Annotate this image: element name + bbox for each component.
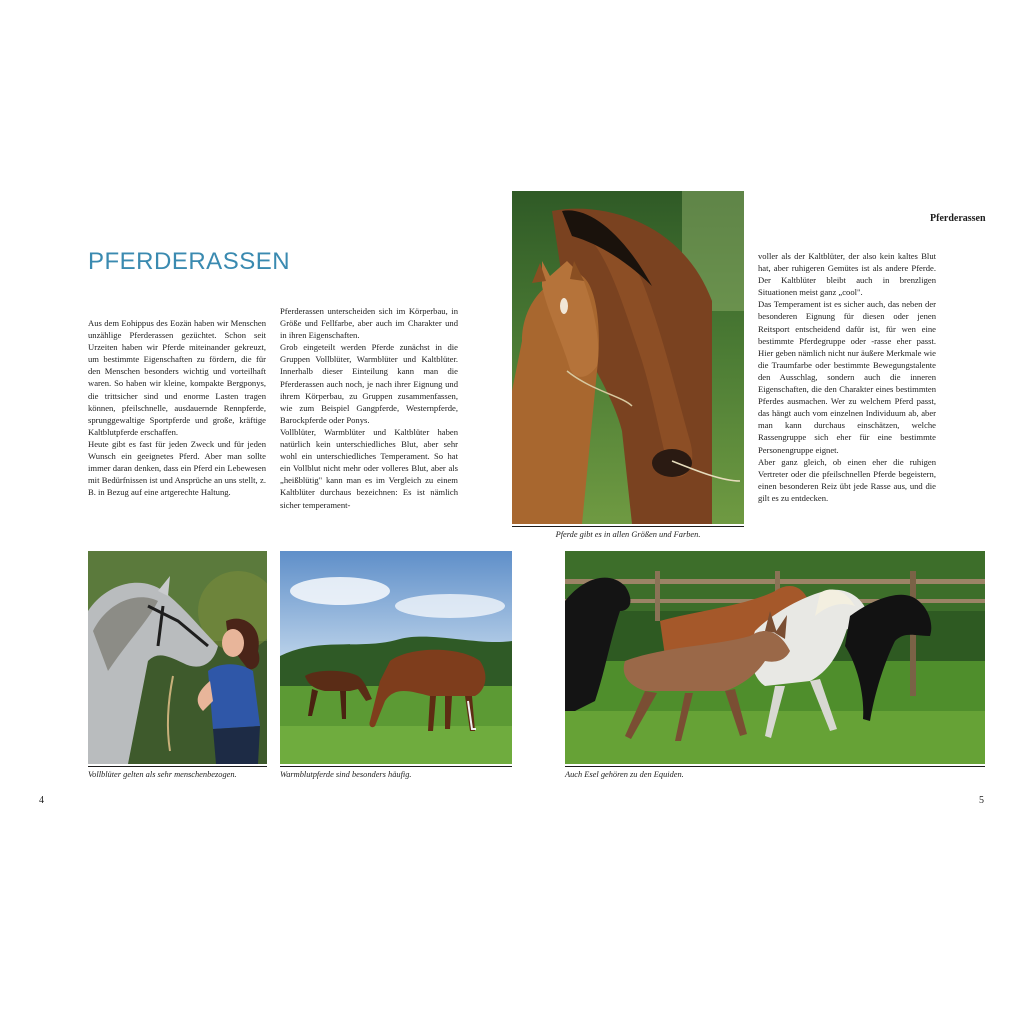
paragraph: Das Temperament ist es sicher auch, das neben der besonderen Eignung für diesen oder jenen Reitsport entscheidend dafür ist, für wen eine bestimmte Pferdegruppe oder -rasse eher passt. Hier geben nämlich nicht nur äußere Merkmale wie die Traumfarbe oder bestimmte Bewegungstalente den Ausschlag, sondern auch die inneren Eigenschaften, die den Charakter eines bestimmten Pferdes ausmachen. Wer zu welchem Pferd passt, das hängt auch vom einzelnen Individuum ab, aber man kann durchaus einschätzen, welche Rassengruppe sich eher für eine bestimmte Personengruppe eignet. [758, 299, 936, 455]
paragraph: Heute gibt es fast für jeden Zweck und für jeden Wunsch ein geeignetes Pferd. Aber man sollte immer daran denken, dass ein Pferd ein Lebewesen mit Bedürfnissen ist und Ansprüche an uns stellt, z. B. in Bezug auf eine artgerechte Haltung. [88, 438, 266, 498]
text-column-3 [758, 250, 936, 504]
photo-herd [565, 551, 985, 764]
caption-woman-horse: Vollblüter gelten als sehr menschenbezogen. [88, 766, 267, 780]
herd-illustration [565, 551, 985, 764]
paragraph: Vollblüter, Warmblüter und Kaltblüter haben natürlich kein unterschiedliches Blut, aber sehr wohl ein unterschiedliches Temperament. So hat ein Vollblut nicht mehr oder volleres Blut, aber als „heißblütig" kann man es im Vergleich zu einem Kaltblüter durchaus bezeichnen: Es ist nämlich sicher temperament- [280, 426, 458, 510]
paragraph: Grob eingeteilt werden Pferde zunächst in die Gruppen Vollblüter, Warmblüter und Kaltblüter. Innerhalb dieser Einteilung kann man die Pferderassen auch noch, je nach ihrer Eignung und ihrem Körperbau, zu Gruppen zusammenfassen, wie zum Beispiel Gangpferde, Westernpferde, Barockpferde oder Ponys. [280, 342, 458, 425]
photo-woman-horse [88, 551, 267, 764]
paragraph: Pferderassen unterscheiden sich im Körperbau, in Größe und Fellfarbe, aber auch im Charakter und in ihren Eigenschaften. [280, 306, 458, 341]
paragraph: Aus dem Eohippus des Eozän haben wir Menschen unzählige Pferderassen gezüchtet. Schon seit Urzeiten haben wir Pferde miteinander gekreuzt, um bestimmte Eigenschaften zu fördern, die für den Menschen besonders wichtig und vorteilhaft waren. So haben wir kleine, kompakte Bergponys, die trittsicher sind und enorme Lasten tragen können, pfeilschnelle, ausdauernde Rennpferde, sprunggewaltige Sportpferde und große, kräftige Kaltblutpferde erschaffen. [88, 318, 266, 437]
page-title: PFERDERASSEN [88, 248, 291, 275]
text-column-2 [280, 305, 458, 511]
paragraph: Aber ganz gleich, ob einen eher die ruhigen Vertreter oder die pfeilschnellen Pferde begeistern, einen besonderen Reiz übt jede Rasse aus, und die gilt es zu entdecken. [758, 456, 936, 503]
photo-warmblood [280, 551, 512, 764]
warmblood-illustration [280, 551, 512, 764]
woman-horse-illustration [88, 551, 267, 764]
caption-mare-foal: Pferde gibt es in allen Größen und Farben. [512, 526, 744, 540]
page-number-right: 5 [979, 795, 984, 806]
caption-herd: Auch Esel gehören zu den Equiden. [565, 766, 985, 780]
paragraph: voller als der Kaltblüter, der also kein kaltes Blut hat, aber ruhigeren Gemütes ist als andere Pferde. Der Kaltblüter bleibt auch in brenzligen Situationen meist ganz „cool". [758, 251, 936, 298]
text-column-1 [88, 317, 266, 498]
mare-foal-illustration [512, 191, 744, 524]
photo-mare-foal [512, 191, 744, 524]
caption-warmblood: Warmblutpferde sind besonders häufig. [280, 766, 512, 780]
running-head: Pferderassen [930, 213, 986, 224]
page-number-left: 4 [39, 795, 44, 806]
